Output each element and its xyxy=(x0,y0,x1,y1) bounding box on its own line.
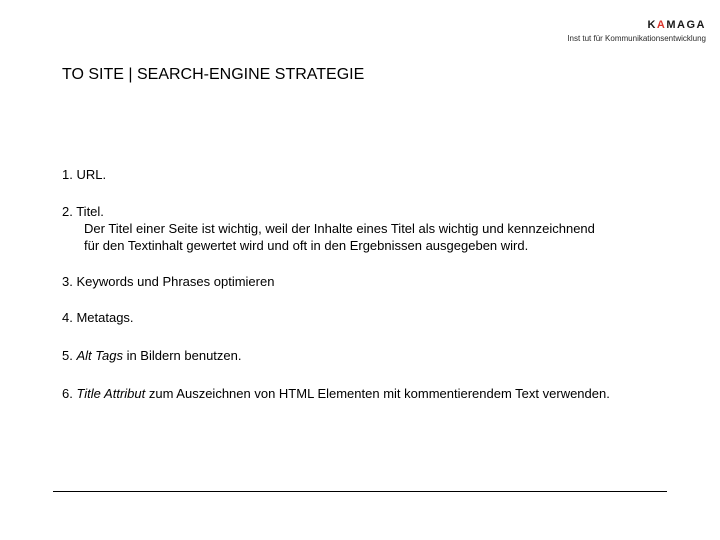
list-item-alt-tags xyxy=(62,347,702,364)
item-emphasis: Alt Tags xyxy=(76,348,123,363)
logo-letter: G xyxy=(686,19,697,31)
list-item-url: 1. URL. xyxy=(62,167,107,182)
item-number: 5. xyxy=(62,348,77,363)
logo-letter-accent: A xyxy=(656,19,667,31)
list-item-description xyxy=(62,220,674,254)
item-text: in Bildern benutzen. xyxy=(122,348,242,363)
description-line: für den Textinhalt gewertet wird und oft in den Ergebnissen ausgegeben wird. xyxy=(84,238,529,253)
logo-letter: M xyxy=(666,19,678,31)
logo-letter: A xyxy=(677,19,687,31)
footer-divider xyxy=(53,491,667,492)
list-item-titel xyxy=(62,203,702,254)
list-item-title-attribut xyxy=(62,385,702,402)
item-emphasis: Title Attribut xyxy=(76,386,146,401)
page-title: TO SITE | SEARCH-ENGINE STRATEGIE xyxy=(62,66,365,83)
list-item-keywords: 3. Keywords und Phrases optimieren xyxy=(62,274,275,289)
item-text: zum Auszeichnen von HTML Elementen mit kommentierendem Text verwenden. xyxy=(145,386,610,401)
logo-letter: K xyxy=(647,19,657,31)
logo-letter: A xyxy=(696,19,706,31)
logo-subtitle: Inst tut für Kommunikationsentwicklung xyxy=(567,34,706,43)
list-item-label: 2. Titel. xyxy=(62,204,104,219)
logo-wordmark xyxy=(567,19,706,31)
description-line: Der Titel einer Seite ist wichtig, weil der Inhalte eines Titel als wichtig und kennzeichnend xyxy=(84,221,595,236)
strategy-list xyxy=(62,166,702,402)
list-item-metatags: 4. Metatags. xyxy=(62,310,134,325)
brand-logo xyxy=(567,19,706,44)
item-number: 6. xyxy=(62,386,77,401)
